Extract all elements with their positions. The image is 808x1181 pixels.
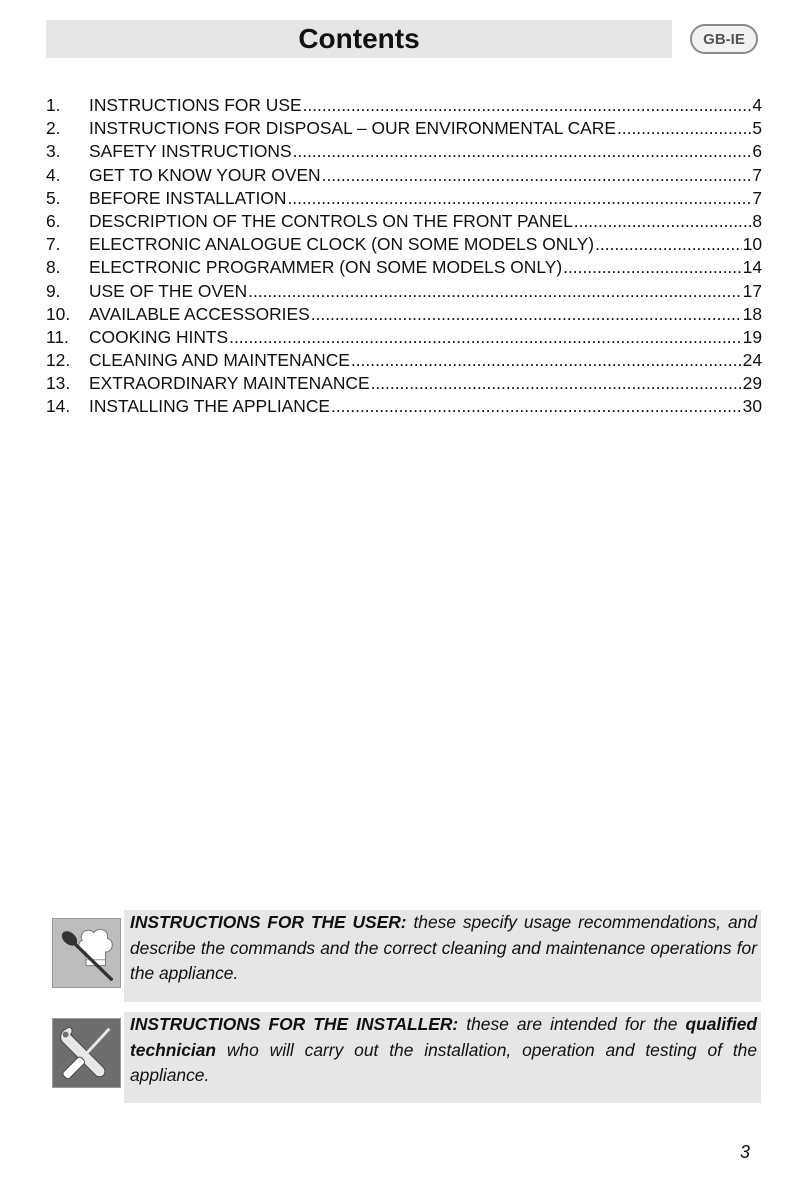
toc-entry[interactable]: [46, 372, 762, 395]
toc-entry-title: GET TO KNOW YOUR OVEN: [89, 164, 321, 185]
toc-entry-title: DESCRIPTION OF THE CONTROLS ON THE FRONT PANEL: [89, 210, 573, 231]
toc-entry-page: 4: [752, 95, 762, 115]
toc-entry-page: 19: [742, 326, 762, 347]
toc-entry-number: 7.: [46, 234, 61, 255]
toc-entry-page: 30: [742, 396, 762, 417]
installer-instructions-body-2: who will carry out the installation, operation and testing of the appliance.: [130, 1039, 757, 1085]
toc-entry-number: 3.: [46, 141, 61, 162]
toc-entry-page: 7: [752, 164, 762, 185]
toc-dot-leader: [287, 187, 751, 210]
toc-entry-title: INSTALLING THE APPLIANCE: [89, 396, 330, 417]
toc-entry-page: 29: [742, 373, 762, 394]
language-badge: GB-IE: [690, 24, 758, 54]
page-number: 3: [740, 1142, 751, 1162]
toc-entry-page: 14: [742, 257, 762, 278]
installer-instructions-notice: [124, 1012, 761, 1103]
toc-entry-title: CLEANING AND MAINTENANCE: [89, 350, 350, 371]
toc-entry-number: 10.: [46, 303, 71, 324]
installer-instructions-lead: INSTRUCTIONS FOR THE INSTALLER:: [130, 1014, 459, 1034]
toc-entry-number: 2.: [46, 118, 61, 139]
toc-entry-number: 1.: [46, 95, 61, 115]
toc-dot-leader: [303, 94, 752, 117]
toc-entry[interactable]: [46, 280, 762, 303]
toc-entry-page: 18: [742, 303, 762, 324]
toc-entry[interactable]: [46, 140, 762, 163]
toc-entry-title: AVAILABLE ACCESSORIES: [89, 303, 310, 324]
toc-entry-title: ELECTRONIC PROGRAMMER (ON SOME MODELS ONLY): [89, 257, 563, 278]
toc-entry-number: 8.: [46, 257, 61, 278]
toc-entry-title: SAFETY INSTRUCTIONS: [89, 141, 292, 162]
toc-entry-title: INSTRUCTIONS FOR USE: [89, 95, 302, 115]
toc-dot-leader: [322, 164, 752, 187]
toc-dot-leader: [248, 280, 742, 303]
user-instructions-body: these specify usage recommendations, and describe the commands and the correct cleaning and maintenance operations for the appliance.: [130, 912, 757, 983]
installer-instructions-body-1: these are intended for the: [458, 1014, 686, 1034]
toc-entry[interactable]: [46, 303, 762, 326]
toc-entry-number: 12.: [46, 350, 71, 371]
table-of-contents: [46, 94, 762, 419]
toc-entry[interactable]: [46, 117, 762, 140]
toc-entry-title: INSTRUCTIONS FOR DISPOSAL – OUR ENVIRONMENTAL CARE: [89, 118, 616, 139]
toc-entry[interactable]: [46, 210, 762, 233]
title-bar: [46, 20, 672, 58]
toc-entry-page: 5: [752, 118, 762, 139]
user-instructions-text: [130, 910, 757, 987]
toc-dot-leader: [311, 303, 742, 326]
toc-dot-leader: [617, 117, 751, 140]
page-title: Contents: [298, 23, 420, 54]
toc-entry-page: 8: [752, 210, 762, 231]
toc-entry[interactable]: [46, 256, 762, 279]
toc-dot-leader: [293, 140, 752, 163]
toc-entry-page: 6: [752, 141, 762, 162]
chef-spoon-icon: [52, 918, 121, 988]
toc-entry-number: 9.: [46, 280, 61, 301]
toc-entry[interactable]: [46, 164, 762, 187]
toc-entry[interactable]: [46, 233, 762, 256]
toc-dot-leader: [351, 349, 742, 372]
toc-entry-number: 5.: [46, 187, 61, 208]
toc-dot-leader: [595, 233, 742, 256]
installer-instructions-emphasis: qualified technician: [130, 1014, 757, 1060]
toc-entry-title: ELECTRONIC ANALOGUE CLOCK (ON SOME MODELS ONLY): [89, 234, 595, 255]
toc-entry-title: BEFORE INSTALLATION: [89, 187, 287, 208]
toc-entry-page: 7: [752, 187, 762, 208]
toc-entry-number: 14.: [46, 396, 71, 417]
toc-dot-leader: [371, 372, 742, 395]
toc-entry[interactable]: [46, 395, 762, 418]
toc-entry-title: COOKING HINTS: [89, 326, 229, 347]
user-instructions-notice: [124, 910, 761, 1002]
toc-dot-leader: [563, 256, 742, 279]
tools-icon: [52, 1018, 121, 1088]
toc-dot-leader: [331, 395, 742, 418]
installer-instructions-text: [130, 1012, 757, 1089]
toc-entry[interactable]: [46, 94, 762, 117]
toc-entry-title: EXTRAORDINARY MAINTENANCE: [89, 373, 370, 394]
toc-entry-number: 6.: [46, 210, 61, 231]
toc-entry[interactable]: [46, 326, 762, 349]
toc-entry-page: 17: [742, 280, 762, 301]
toc-entry-number: 11.: [46, 326, 69, 347]
toc-entry-title: USE OF THE OVEN: [89, 280, 248, 301]
toc-entry[interactable]: [46, 187, 762, 210]
user-instructions-lead: INSTRUCTIONS FOR THE USER:: [130, 912, 407, 932]
toc-entry-page: 24: [742, 350, 762, 371]
toc-dot-leader: [229, 326, 742, 349]
toc-entry-number: 4.: [46, 164, 61, 185]
toc-dot-leader: [574, 210, 752, 233]
toc-entry-page: 10: [742, 234, 762, 255]
toc-entry[interactable]: [46, 349, 762, 372]
toc-entry-number: 13.: [46, 373, 71, 394]
